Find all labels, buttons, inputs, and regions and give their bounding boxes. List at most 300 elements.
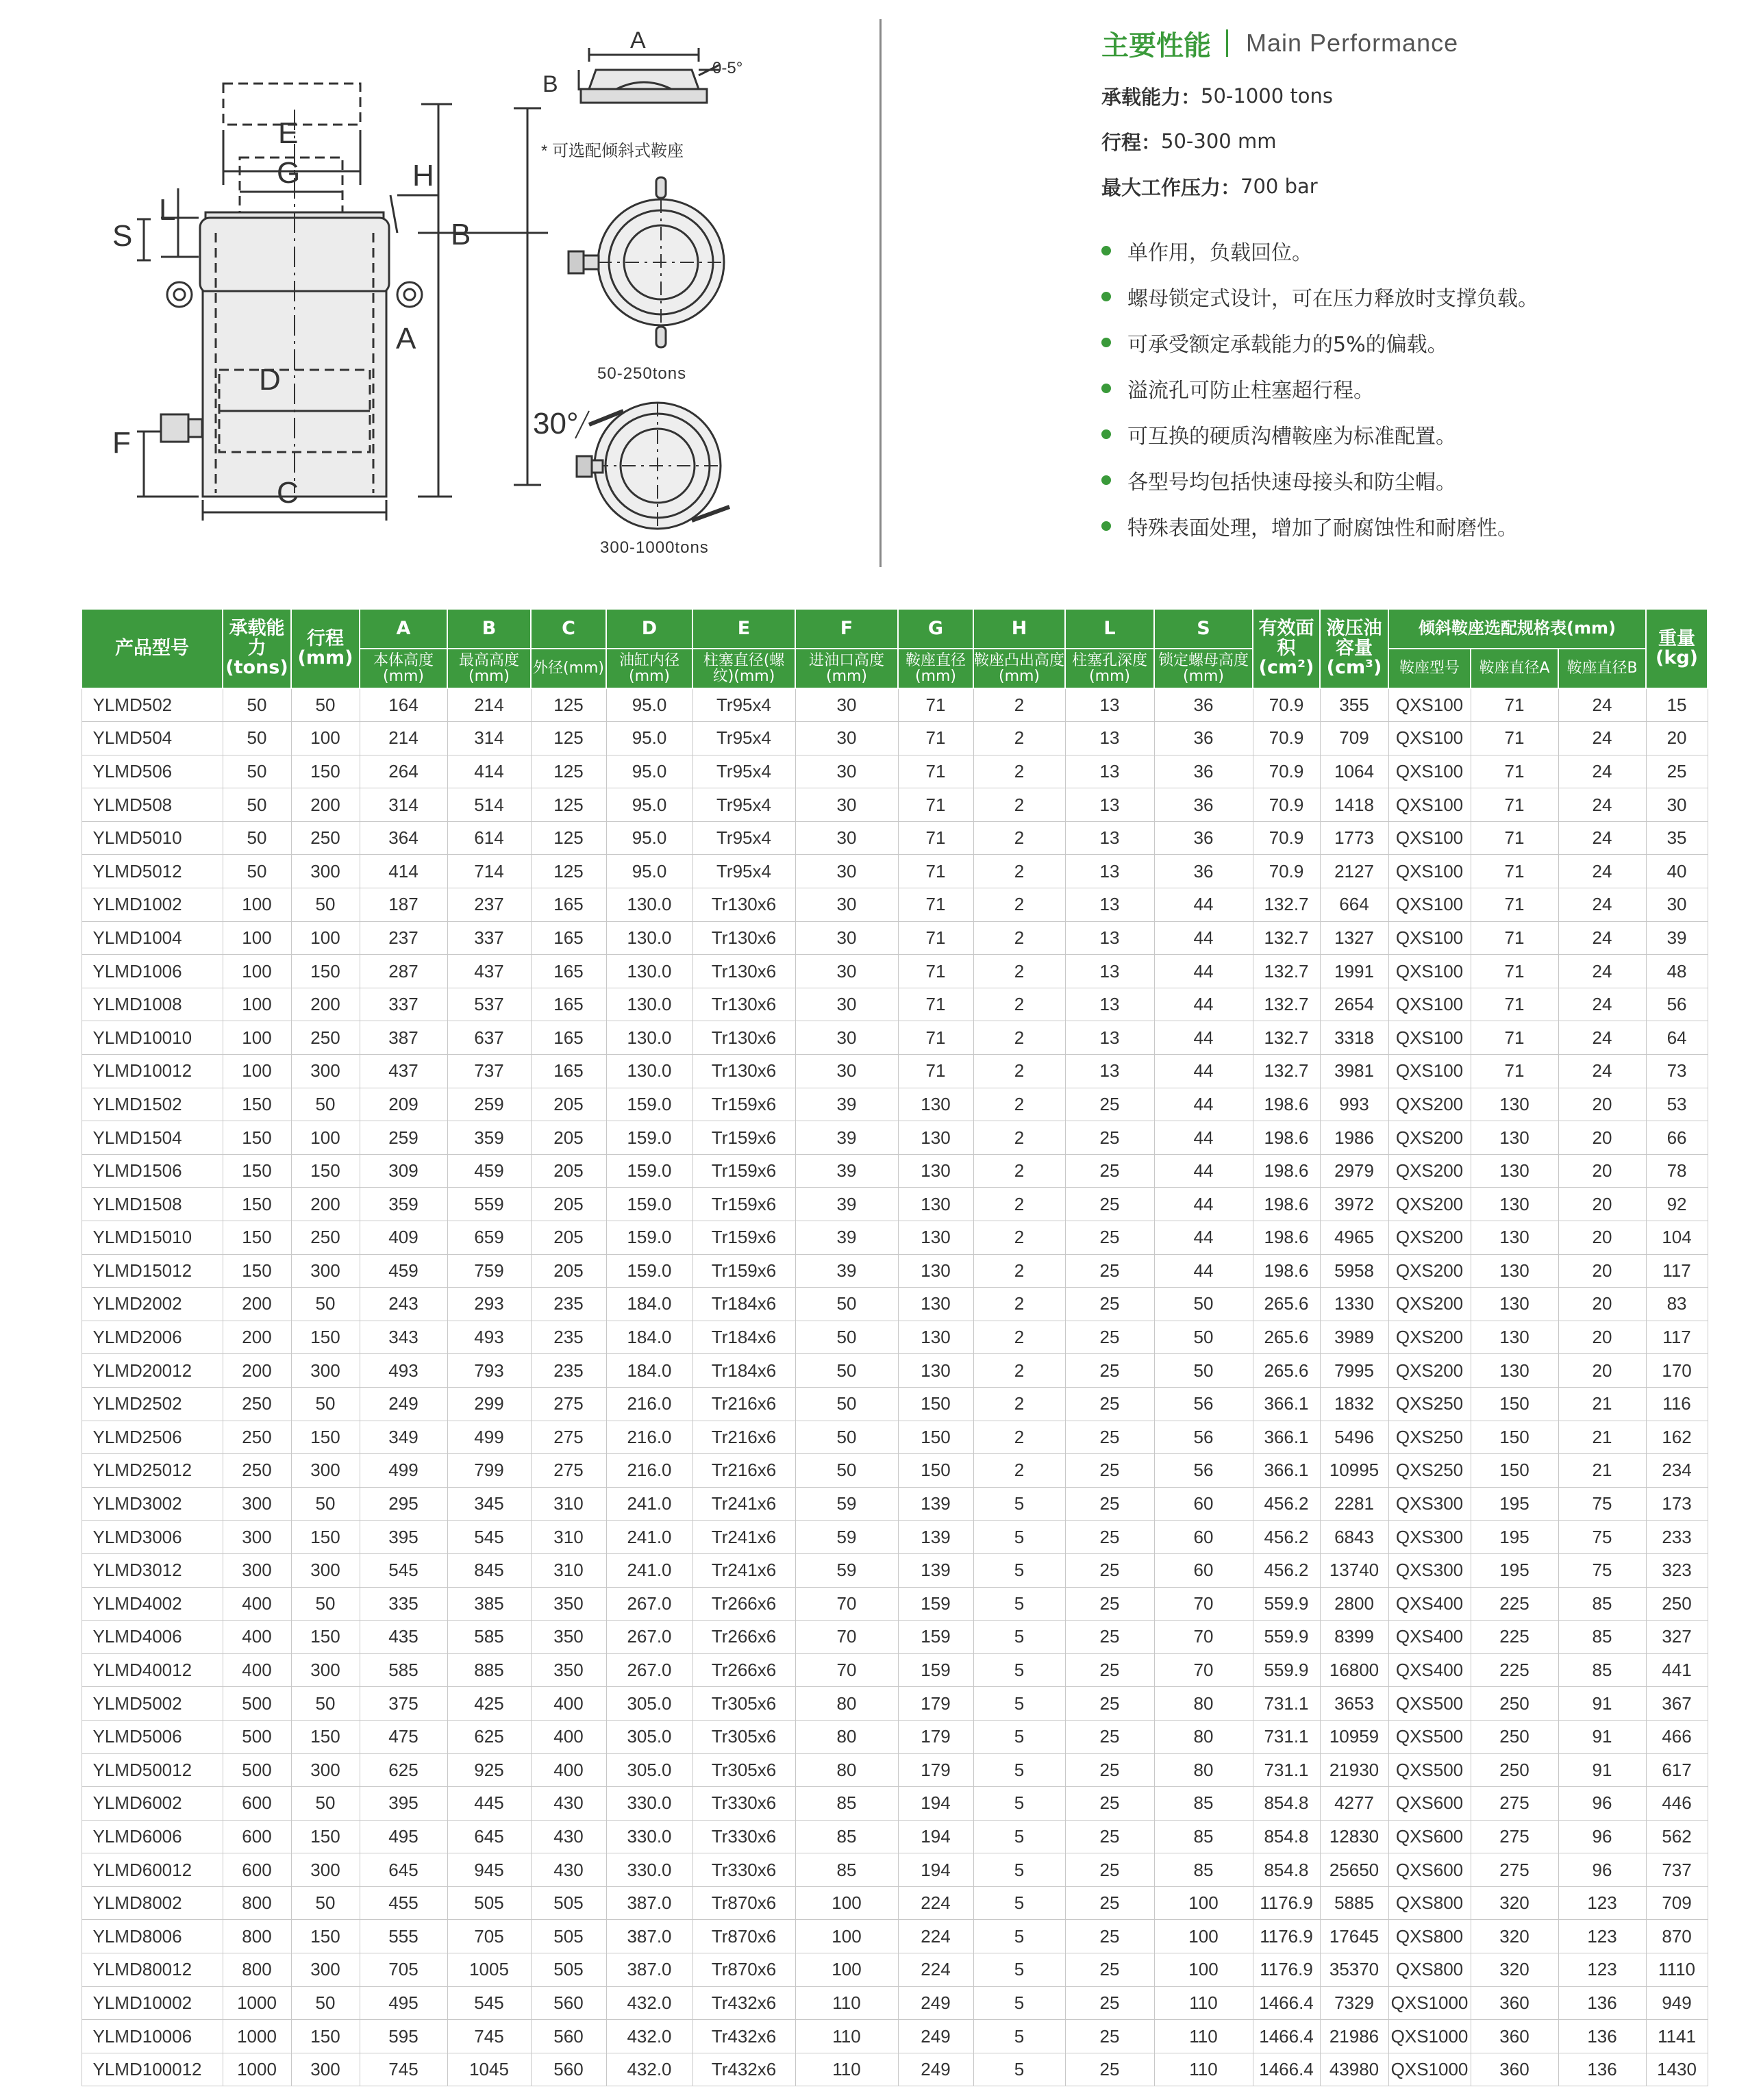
- table-cell: 70.9: [1253, 821, 1320, 855]
- model-cell: YLMD100012: [82, 2053, 223, 2086]
- table-cell: 387: [360, 1021, 447, 1055]
- table-cell: 195: [1471, 1553, 1558, 1587]
- table-cell: 39: [795, 1121, 898, 1155]
- table-cell: 44: [1154, 1154, 1253, 1188]
- table-cell: 330.0: [606, 1853, 692, 1887]
- table-cell: 359: [447, 1121, 531, 1155]
- table-cell: 250: [291, 1221, 360, 1255]
- table-cell: 5: [973, 2053, 1065, 2086]
- table-row: [82, 988, 1708, 1021]
- table-cell: 595: [360, 2020, 447, 2053]
- table-cell: 100: [1154, 1886, 1253, 1920]
- table-cell: 198.6: [1253, 1188, 1320, 1221]
- table-cell: 132.7: [1253, 921, 1320, 955]
- table-cell: 249: [898, 1986, 973, 2020]
- table-cell: 1141: [1646, 2020, 1708, 2053]
- header-g-letter: G: [898, 609, 973, 649]
- feature-item: [1101, 227, 1718, 273]
- model-cell: YLMD5010: [82, 821, 223, 855]
- table-cell: 25: [1065, 1521, 1154, 1554]
- dim-label-d: D: [259, 363, 281, 397]
- table-cell: 96: [1558, 1787, 1646, 1821]
- table-cell: 500: [223, 1720, 291, 1753]
- table-row: [82, 1454, 1708, 1488]
- table-cell: 20: [1558, 1188, 1646, 1221]
- table-cell: 264: [360, 755, 447, 788]
- table-cell: Tr330x6: [692, 1853, 795, 1887]
- table-cell: 250: [1646, 1587, 1708, 1621]
- table-cell: 110: [795, 2020, 898, 2053]
- table-cell: 73: [1646, 1055, 1708, 1088]
- table-cell: 1176.9: [1253, 1920, 1320, 1953]
- table-cell: 66: [1646, 1121, 1708, 1155]
- table-cell: 130: [898, 1121, 973, 1155]
- table-cell: 85: [1154, 1820, 1253, 1853]
- table-cell: 5: [973, 1787, 1065, 1821]
- header-g-desc: 鞍座直径(mm): [898, 649, 973, 688]
- spec-key: 最大工作压力：: [1101, 175, 1241, 199]
- table-cell: 330.0: [606, 1787, 692, 1821]
- feature-text: 溢流孔可防止柱塞超行程。: [1127, 378, 1374, 403]
- model-cell: YLMD1002: [82, 888, 223, 922]
- table-cell: 305.0: [606, 1720, 692, 1753]
- table-cell: Tr159x6: [692, 1121, 795, 1155]
- table-cell: 195: [1471, 1487, 1558, 1521]
- table-cell: 159.0: [606, 1188, 692, 1221]
- table-cell: 130: [1471, 1321, 1558, 1354]
- table-cell: 50: [795, 1421, 898, 1454]
- table-cell: 91: [1558, 1687, 1646, 1721]
- model-cell: YLMD25012: [82, 1454, 223, 1488]
- table-cell: 159.0: [606, 1221, 692, 1255]
- table-cell: 493: [360, 1354, 447, 1388]
- table-cell: 793: [447, 1354, 531, 1388]
- header-e-letter: E: [692, 609, 795, 649]
- table-cell: QXS800: [1388, 1886, 1471, 1920]
- table-cell: 24: [1558, 755, 1646, 788]
- table-cell: 130: [1471, 1154, 1558, 1188]
- table-cell: 30: [795, 821, 898, 855]
- table-cell: 614: [447, 821, 531, 855]
- table-cell: 198.6: [1253, 1121, 1320, 1155]
- table-cell: 305.0: [606, 1753, 692, 1787]
- model-cell: YLMD2002: [82, 1288, 223, 1321]
- table-cell: 1045: [447, 2053, 531, 2086]
- table-cell: 92: [1646, 1188, 1708, 1221]
- table-cell: 44: [1154, 1221, 1253, 1255]
- table-row: [82, 688, 1708, 722]
- table-cell: Tr216x6: [692, 1421, 795, 1454]
- table-cell: 659: [447, 1221, 531, 1255]
- table-cell: 20: [1646, 722, 1708, 755]
- table-cell: 355: [1320, 688, 1388, 722]
- technical-diagrams: [0, 0, 884, 575]
- table-cell: 132.7: [1253, 1021, 1320, 1055]
- table-cell: QXS100: [1388, 988, 1471, 1021]
- table-cell: 184.0: [606, 1288, 692, 1321]
- table-cell: 350: [531, 1653, 606, 1687]
- header-d-desc: 油缸内径(mm): [606, 649, 692, 688]
- header-saddle-group: 倾斜鞍座选配规格表(mm): [1388, 609, 1646, 649]
- table-cell: 320: [1471, 1920, 1558, 1953]
- table-cell: 200: [291, 788, 360, 822]
- table-cell: 1466.4: [1253, 2020, 1320, 2053]
- table-cell: 5: [973, 1820, 1065, 1853]
- table-cell: 514: [447, 788, 531, 822]
- model-cell: YLMD3006: [82, 1521, 223, 1554]
- bullet-dot-icon: [1101, 292, 1111, 301]
- table-cell: 945: [447, 1853, 531, 1887]
- table-cell: 2: [973, 1387, 1065, 1421]
- table-cell: 150: [898, 1387, 973, 1421]
- table-cell: 71: [898, 755, 973, 788]
- table-cell: 36: [1154, 755, 1253, 788]
- table-cell: 1330: [1320, 1288, 1388, 1321]
- table-cell: 56: [1646, 988, 1708, 1021]
- table-cell: 337: [447, 921, 531, 955]
- table-cell: 441: [1646, 1653, 1708, 1687]
- table-cell: 216.0: [606, 1454, 692, 1488]
- table-cell: 50: [291, 1288, 360, 1321]
- feature-text: 可承受额定承载能力的5%的偏载。: [1127, 332, 1448, 357]
- table-cell: 130: [1471, 1354, 1558, 1388]
- table-cell: 5958: [1320, 1254, 1388, 1288]
- table-cell: 100: [223, 888, 291, 922]
- table-cell: 165: [531, 988, 606, 1021]
- table-cell: 139: [898, 1553, 973, 1587]
- table-cell: 30: [1646, 788, 1708, 822]
- dim-label-f: F: [112, 426, 131, 460]
- model-cell: YLMD2502: [82, 1387, 223, 1421]
- table-cell: 435: [360, 1621, 447, 1654]
- table-cell: 25: [1646, 755, 1708, 788]
- model-cell: YLMD80012: [82, 1953, 223, 1987]
- table-cell: 5: [973, 1653, 1065, 1687]
- bullet-dot-icon: [1101, 521, 1111, 531]
- table-cell: 104: [1646, 1221, 1708, 1255]
- table-cell: 71: [1471, 688, 1558, 722]
- table-cell: 925: [447, 1753, 531, 1787]
- dim-label-c: C: [277, 476, 299, 510]
- table-cell: Tr432x6: [692, 1986, 795, 2020]
- header-b-desc: 最高高度(mm): [447, 649, 531, 688]
- table-cell: 13: [1065, 821, 1154, 855]
- cylinder-section-drawing: [96, 27, 616, 575]
- table-cell: 100: [1154, 1920, 1253, 1953]
- table-row: [82, 1121, 1708, 1155]
- table-cell: 195: [1471, 1521, 1558, 1554]
- spec-value: 700 bar: [1240, 175, 1318, 198]
- table-cell: 625: [360, 1753, 447, 1787]
- table-cell: 80: [795, 1753, 898, 1787]
- header-s-letter: S: [1154, 609, 1253, 649]
- table-cell: 1832: [1320, 1387, 1388, 1421]
- table-cell: 237: [447, 888, 531, 922]
- table-cell: QXS600: [1388, 1787, 1471, 1821]
- table-cell: 130.0: [606, 988, 692, 1021]
- table-cell: 50: [795, 1354, 898, 1388]
- table-cell: 299: [447, 1387, 531, 1421]
- feature-text: 各型号均包括快速母接头和防尘帽。: [1127, 470, 1456, 495]
- table-cell: 21: [1558, 1421, 1646, 1454]
- table-cell: Tr95x4: [692, 821, 795, 855]
- table-cell: 39: [1646, 921, 1708, 955]
- table-cell: 110: [1154, 1986, 1253, 2020]
- table-cell: 179: [898, 1720, 973, 1753]
- table-cell: 50: [291, 1687, 360, 1721]
- table-cell: 150: [291, 2020, 360, 2053]
- table-cell: 95.0: [606, 788, 692, 822]
- table-row: [82, 1886, 1708, 1920]
- table-cell: 559.9: [1253, 1621, 1320, 1654]
- table-cell: Tr870x6: [692, 1886, 795, 1920]
- table-cell: 400: [223, 1587, 291, 1621]
- table-cell: QXS1000: [1388, 2020, 1471, 2053]
- table-cell: 95.0: [606, 755, 692, 788]
- table-cell: 585: [360, 1653, 447, 1687]
- table-cell: 25: [1065, 1254, 1154, 1288]
- table-cell: QXS400: [1388, 1587, 1471, 1621]
- table-cell: 2: [973, 755, 1065, 788]
- table-cell: 1466.4: [1253, 1986, 1320, 2020]
- table-cell: QXS300: [1388, 1487, 1471, 1521]
- table-cell: 600: [223, 1787, 291, 1821]
- table-cell: 165: [531, 1021, 606, 1055]
- table-cell: 414: [447, 755, 531, 788]
- table-cell: 25: [1065, 1288, 1154, 1321]
- table-cell: QXS200: [1388, 1321, 1471, 1354]
- table-cell: 737: [447, 1055, 531, 1088]
- table-cell: 159: [898, 1587, 973, 1621]
- table-row: [82, 1953, 1708, 1987]
- table-cell: 100: [223, 921, 291, 955]
- table-cell: QXS100: [1388, 888, 1471, 922]
- table-cell: 395: [360, 1521, 447, 1554]
- model-cell: YLMD5012: [82, 855, 223, 888]
- table-cell: Tr159x6: [692, 1254, 795, 1288]
- table-cell: 85: [1558, 1621, 1646, 1654]
- table-cell: 117: [1646, 1254, 1708, 1288]
- table-cell: 500: [223, 1753, 291, 1787]
- table-cell: 71: [898, 722, 973, 755]
- table-cell: 50: [795, 1387, 898, 1421]
- table-cell: 300: [291, 1553, 360, 1587]
- model-cell: YLMD2506: [82, 1421, 223, 1454]
- dim-label-a: A: [396, 322, 416, 355]
- table-cell: 71: [898, 855, 973, 888]
- table-cell: 1064: [1320, 755, 1388, 788]
- table-cell: 2: [973, 955, 1065, 988]
- table-cell: QXS300: [1388, 1553, 1471, 1587]
- table-cell: 560: [531, 1986, 606, 2020]
- table-cell: 300: [291, 2053, 360, 2086]
- table-cell: Tr184x6: [692, 1288, 795, 1321]
- table-cell: 56: [1154, 1454, 1253, 1488]
- table-cell: 267.0: [606, 1653, 692, 1687]
- table-cell: 96: [1558, 1853, 1646, 1887]
- table-cell: 116: [1646, 1387, 1708, 1421]
- table-cell: QXS600: [1388, 1853, 1471, 1887]
- table-cell: Tr305x6: [692, 1753, 795, 1787]
- table-cell: 50: [795, 1454, 898, 1488]
- table-cell: 150: [1471, 1387, 1558, 1421]
- bullet-dot-icon: [1101, 246, 1111, 255]
- table-cell: Tr95x4: [692, 688, 795, 722]
- table-cell: 71: [1471, 788, 1558, 822]
- dim-label-l: L: [159, 193, 176, 227]
- table-cell: 71: [1471, 988, 1558, 1021]
- feature-text: 可互换的硬质沟槽鞍座为标准配置。: [1127, 424, 1456, 449]
- table-cell: 4965: [1320, 1221, 1388, 1255]
- table-cell: 432.0: [606, 2020, 692, 2053]
- table-cell: QXS200: [1388, 1221, 1471, 1255]
- table-cell: 162: [1646, 1421, 1708, 1454]
- table-cell: 709: [1320, 722, 1388, 755]
- table-cell: 71: [898, 1021, 973, 1055]
- table-cell: 2: [973, 688, 1065, 722]
- feature-item: [1101, 457, 1718, 503]
- table-cell: 235: [531, 1288, 606, 1321]
- table-cell: 44: [1154, 988, 1253, 1021]
- table-cell: 95.0: [606, 722, 692, 755]
- table-cell: 100: [223, 1055, 291, 1088]
- table-cell: 70.9: [1253, 688, 1320, 722]
- table-cell: 234: [1646, 1454, 1708, 1488]
- table-row: [82, 1387, 1708, 1421]
- feature-list: [1101, 227, 1718, 549]
- table-row: [82, 1621, 1708, 1654]
- table-cell: 209: [360, 1088, 447, 1121]
- table-row: [82, 788, 1708, 822]
- table-cell: 13: [1065, 788, 1154, 822]
- table-cell: 150: [223, 1188, 291, 1221]
- table-cell: 25: [1065, 1154, 1154, 1188]
- table-cell: 250: [223, 1421, 291, 1454]
- table-cell: 24: [1558, 722, 1646, 755]
- table-cell: QXS100: [1388, 855, 1471, 888]
- table-cell: 320: [1471, 1953, 1558, 1987]
- table-cell: 150: [223, 1221, 291, 1255]
- table-cell: 50: [291, 1088, 360, 1121]
- table-row: [82, 1421, 1708, 1454]
- table-cell: 20: [1558, 1154, 1646, 1188]
- table-cell: 136: [1558, 2020, 1646, 2053]
- saddle-label-b: B: [542, 71, 558, 97]
- table-cell: 300: [291, 1454, 360, 1488]
- table-cell: 70: [795, 1621, 898, 1654]
- table-cell: 2800: [1320, 1587, 1388, 1621]
- table-cell: 70: [1154, 1653, 1253, 1687]
- table-row: [82, 1687, 1708, 1721]
- table-cell: 2: [973, 1454, 1065, 1488]
- table-cell: 5: [973, 1953, 1065, 1987]
- feature-text: 单作用，负载回位。: [1127, 240, 1312, 265]
- table-cell: 275: [1471, 1820, 1558, 1853]
- table-cell: Tr432x6: [692, 2053, 795, 2086]
- header-area: 有效面积(cm²): [1253, 609, 1320, 688]
- table-cell: 85: [1558, 1587, 1646, 1621]
- table-cell: 136: [1558, 1986, 1646, 2020]
- model-cell: YLMD8006: [82, 1920, 223, 1953]
- top-view-2-caption: 300-1000tons: [600, 538, 709, 557]
- table-cell: 60: [1154, 1521, 1253, 1554]
- table-cell: 249: [360, 1387, 447, 1421]
- table-cell: 5: [973, 1853, 1065, 1887]
- table-cell: 44: [1154, 888, 1253, 922]
- table-cell: 759: [447, 1254, 531, 1288]
- table-cell: 13: [1065, 955, 1154, 988]
- table-cell: 85: [795, 1787, 898, 1821]
- table-cell: 737: [1646, 1853, 1708, 1887]
- table-cell: 36: [1154, 722, 1253, 755]
- feature-text: 螺母锁定式设计，可在压力释放时支撑负载。: [1127, 286, 1538, 311]
- table-cell: 70.9: [1253, 722, 1320, 755]
- table-cell: Tr266x6: [692, 1653, 795, 1687]
- table-cell: 71: [1471, 888, 1558, 922]
- table-cell: Tr159x6: [692, 1154, 795, 1188]
- dim-label-s: S: [112, 219, 133, 253]
- bullet-dot-icon: [1101, 384, 1111, 393]
- table-cell: 2: [973, 722, 1065, 755]
- table-cell: QXS200: [1388, 1154, 1471, 1188]
- table-cell: 50: [291, 1587, 360, 1621]
- table-cell: 330.0: [606, 1820, 692, 1853]
- feature-item: [1101, 273, 1718, 319]
- table-cell: 130: [898, 1188, 973, 1221]
- table-row: [82, 1021, 1708, 1055]
- table-cell: QXS100: [1388, 1021, 1471, 1055]
- table-cell: 44: [1154, 1088, 1253, 1121]
- table-cell: 446: [1646, 1787, 1708, 1821]
- table-cell: 24: [1558, 688, 1646, 722]
- table-cell: 30: [795, 888, 898, 922]
- spec-key: 行程：: [1101, 130, 1162, 154]
- header-a-letter: A: [360, 609, 447, 649]
- table-cell: 5885: [1320, 1886, 1388, 1920]
- table-cell: Tr305x6: [692, 1687, 795, 1721]
- table-cell: 96: [1558, 1820, 1646, 1853]
- table-cell: 194: [898, 1853, 973, 1887]
- table-cell: 645: [447, 1820, 531, 1853]
- table-cell: QXS800: [1388, 1953, 1471, 1987]
- table-cell: 537: [447, 988, 531, 1021]
- table-cell: QXS100: [1388, 1055, 1471, 1088]
- table-cell: Tr184x6: [692, 1354, 795, 1388]
- table-cell: 80: [795, 1687, 898, 1721]
- table-row: [82, 1753, 1708, 1787]
- spec-key: 承载能力：: [1101, 85, 1201, 109]
- model-cell: YLMD15010: [82, 1221, 223, 1255]
- table-cell: 2: [973, 1321, 1065, 1354]
- table-cell: 224: [898, 1953, 973, 1987]
- table-cell: QXS300: [1388, 1521, 1471, 1554]
- model-cell: YLMD20012: [82, 1354, 223, 1388]
- table-row: [82, 755, 1708, 788]
- table-cell: 495: [360, 1986, 447, 2020]
- table-cell: 56: [1154, 1387, 1253, 1421]
- table-cell: 130: [1471, 1088, 1558, 1121]
- table-cell: 7995: [1320, 1354, 1388, 1388]
- table-cell: 1986: [1320, 1121, 1388, 1155]
- table-cell: 375: [360, 1687, 447, 1721]
- table-cell: 300: [291, 1055, 360, 1088]
- table-row: [82, 1221, 1708, 1255]
- table-cell: 664: [1320, 888, 1388, 922]
- table-cell: 130: [1471, 1121, 1558, 1155]
- table-cell: 25: [1065, 1553, 1154, 1587]
- table-cell: 2: [973, 988, 1065, 1021]
- table-row: [82, 1787, 1708, 1821]
